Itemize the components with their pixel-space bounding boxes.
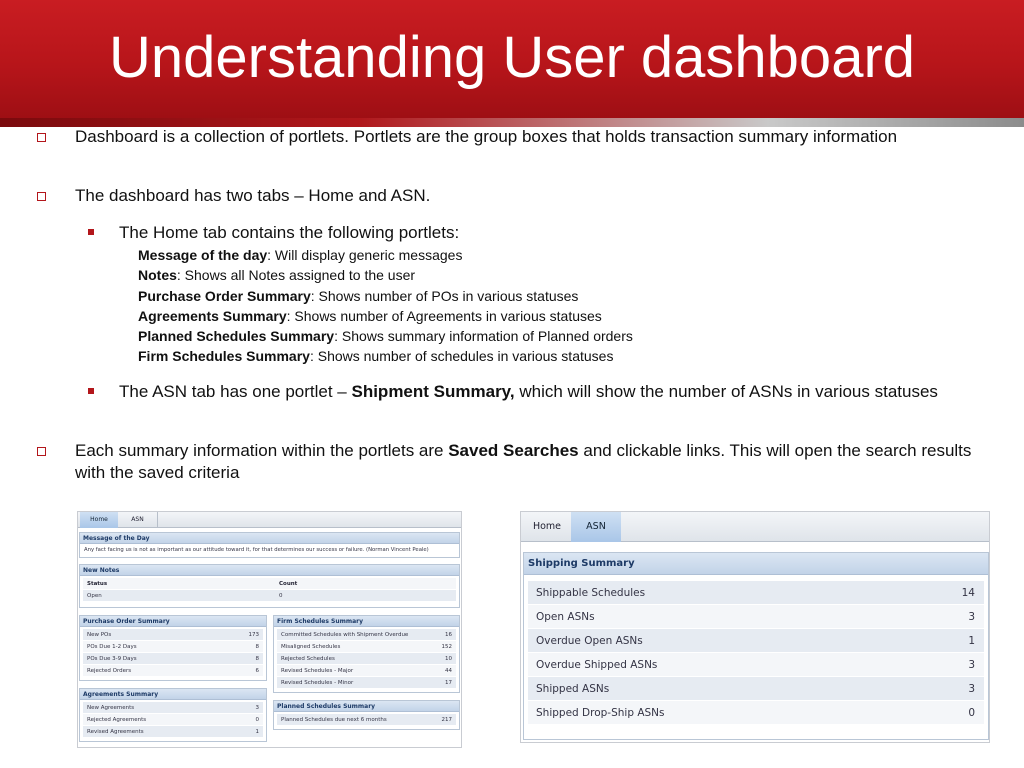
agreements-summary-portlet (79, 688, 267, 742)
asn-dashboard-screenshot (520, 511, 990, 743)
message-of-day-portlet (79, 532, 460, 558)
saved-text-bold: Saved Searches (448, 441, 579, 460)
notes-count[interactable]: 0 (279, 593, 283, 599)
home-tab-bar (78, 512, 461, 528)
list-item[interactable]: POs Due 3-9 Days 8 (83, 653, 263, 665)
portlet-desc: : Shows all Notes assigned to the user (176, 267, 416, 284)
portlet-name: Planned Schedules Summary (138, 328, 335, 345)
new-notes-portlet (79, 564, 460, 608)
tab-home[interactable]: Home (80, 512, 118, 528)
list-item[interactable]: Shipped ASNs 3 (528, 677, 984, 701)
firm-schedules-portlet (273, 615, 460, 693)
portlet-name: Purchase Order Summary (138, 287, 311, 304)
list-item[interactable]: Revised Schedules - Minor 17 (277, 677, 456, 689)
tab-asn[interactable]: ASN (118, 512, 158, 528)
portlet-item (138, 245, 898, 265)
saved-text-pre: Each summary information within the portlets are (75, 441, 449, 460)
shipping-summary-portlet (523, 552, 989, 740)
col-status: Status (87, 581, 108, 587)
bullet-saved-searches (37, 440, 977, 484)
tab-asn[interactable]: ASN (571, 512, 621, 542)
saved-text-post: and clickable links. This will open the search results with the saved criteria (75, 441, 972, 482)
list-item[interactable]: Rejected Agreements 0 (83, 714, 263, 726)
portlet-name: Firm Schedules Summary (138, 348, 310, 365)
portlet-desc: : Shows number of schedules in various statuses (309, 348, 614, 365)
list-item[interactable]: Overdue Shipped ASNs 3 (528, 653, 984, 677)
portlet-desc: : Shows number of POs in various statuses (310, 287, 579, 304)
filled-square-bullet-icon (88, 388, 94, 394)
slide-title: Understanding User dashboard (108, 25, 916, 90)
list-item[interactable]: Revised Agreements 1 (83, 726, 263, 738)
list-item[interactable]: Misaligned Schedules 152 (277, 641, 456, 653)
list-item[interactable]: Open ASNs 3 (528, 605, 984, 629)
portlet-title: New Notes (80, 565, 459, 576)
tab-home[interactable]: Home (532, 521, 562, 532)
portlet-title: Shipping Summary (524, 553, 988, 575)
asn-tab-bar (521, 512, 989, 542)
notes-header-row (83, 578, 456, 590)
home-dashboard-screenshot (77, 511, 462, 748)
portlet-item (138, 265, 898, 285)
portlet-list (138, 245, 898, 367)
bullet-asn-tab (88, 381, 968, 403)
planned-schedules-portlet (273, 700, 460, 730)
list-item[interactable]: Overdue Open ASNs 1 (528, 629, 984, 653)
portlet-item (138, 286, 898, 306)
portlet-desc: : Will display generic messages (267, 247, 463, 263)
asn-text-pre: The ASN tab has one portlet – (119, 382, 352, 401)
list-item[interactable]: New POs 173 (83, 629, 263, 641)
portlet-item (138, 346, 898, 366)
portlet-item (138, 306, 898, 326)
message-text: Any fact facing us is not as important as our attitude toward it, for that determines our success or failure. (Norman Vincent Peale) (84, 547, 429, 553)
asn-text-post: which will show the number of ASNs in various statuses (514, 382, 938, 401)
portlet-name: Agreements Summary (138, 307, 287, 324)
portlet-title: Planned Schedules Summary (274, 701, 459, 712)
portlet-title: Firm Schedules Summary (274, 616, 459, 627)
list-item[interactable]: Shippable Schedules 14 (528, 581, 984, 605)
list-item[interactable]: Shipped Drop-Ship ASNs 0 (528, 701, 984, 725)
portlet-title: Message of the Day (80, 533, 459, 544)
bullet-portlets-definition: Dashboard is a collection of portlets. Portlets are the group boxes that holds transaction summary information (37, 126, 977, 148)
col-count: Count (279, 581, 298, 587)
title-banner (0, 0, 1024, 118)
list-item[interactable]: Committed Schedules with Shipment Overdue 16 (277, 629, 456, 641)
portlet-name: Message of the day (138, 247, 268, 263)
portlet-name: Notes (138, 267, 177, 284)
portlet-title: Agreements Summary (80, 689, 266, 700)
list-item[interactable]: New Agreements 3 (83, 702, 263, 714)
list-item[interactable]: Rejected Orders 6 (83, 665, 263, 677)
hollow-square-bullet-icon (37, 192, 46, 201)
list-item[interactable]: Rejected Schedules 10 (277, 653, 456, 665)
bullet-two-tabs: The dashboard has two tabs – Home and ASN. (37, 185, 977, 207)
portlet-item (138, 326, 898, 346)
po-summary-portlet (79, 615, 267, 681)
hollow-square-bullet-icon (37, 447, 46, 456)
notes-status[interactable]: Open (87, 593, 102, 599)
list-item[interactable]: Revised Schedules - Major 44 (277, 665, 456, 677)
portlet-desc: : Shows number of Agreements in various statuses (286, 307, 602, 324)
portlet-title: Purchase Order Summary (80, 616, 266, 627)
asn-text-bold: Shipment Summary, (351, 382, 515, 401)
bullet-home-tab: The Home tab contains the following portlets: (88, 222, 968, 244)
hollow-square-bullet-icon (37, 133, 46, 142)
filled-square-bullet-icon (88, 229, 94, 235)
list-item[interactable]: Planned Schedules due next 6 months 217 (277, 714, 456, 726)
list-item[interactable]: POs Due 1-2 Days 8 (83, 641, 263, 653)
table-row[interactable] (83, 590, 456, 602)
portlet-desc: : Shows summary information of Planned orders (334, 328, 633, 345)
